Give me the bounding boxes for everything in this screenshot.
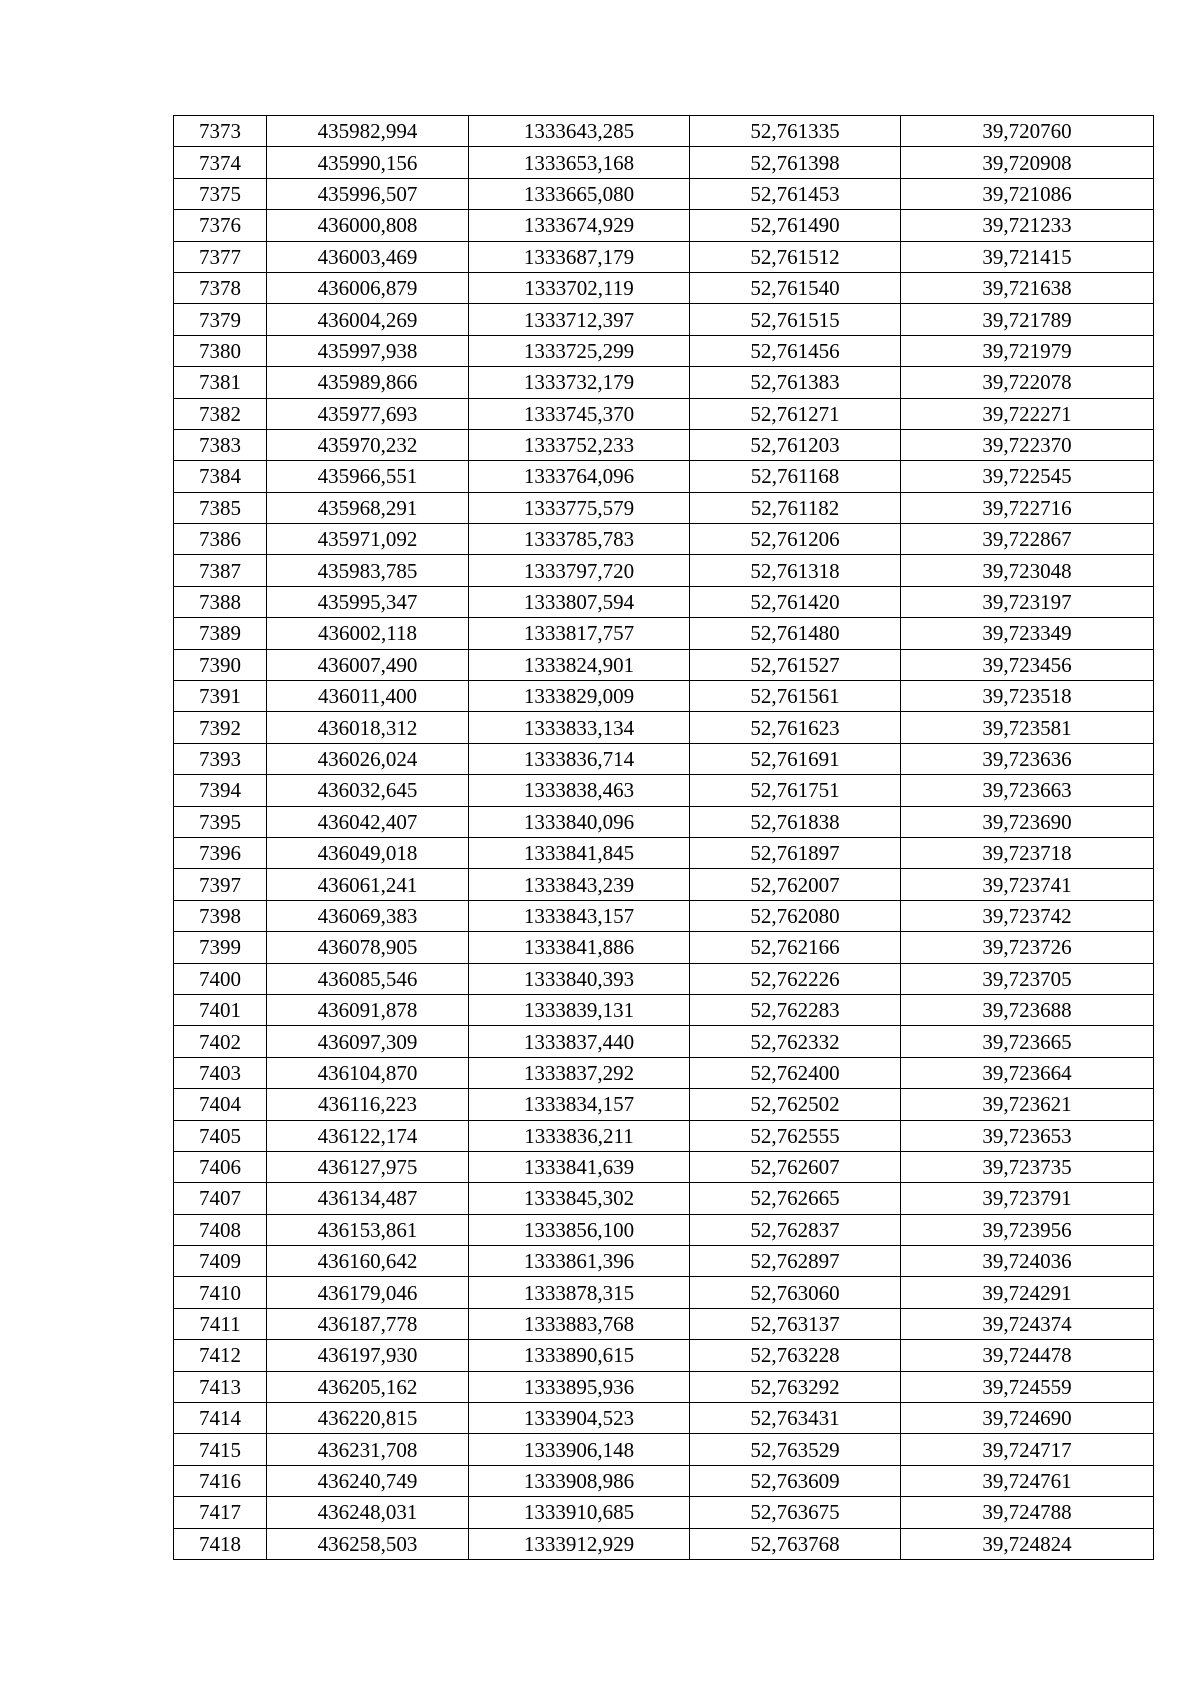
longitude-cell: 39,723741 xyxy=(901,869,1154,900)
table-row xyxy=(174,775,1154,806)
table-row xyxy=(174,1089,1154,1120)
x-coordinate-cell: 436153,861 xyxy=(267,1214,469,1245)
longitude-cell: 39,723581 xyxy=(901,712,1154,743)
point-number-cell: 7377 xyxy=(174,241,267,272)
table-row xyxy=(174,681,1154,712)
y-coordinate-cell: 1333702,119 xyxy=(469,272,690,303)
point-number-cell: 7406 xyxy=(174,1151,267,1182)
table-row xyxy=(174,837,1154,868)
y-coordinate-cell: 1333841,886 xyxy=(469,932,690,963)
point-number-cell: 7386 xyxy=(174,524,267,555)
y-coordinate-cell: 1333843,157 xyxy=(469,900,690,931)
y-coordinate-cell: 1333861,396 xyxy=(469,1246,690,1277)
y-coordinate-cell: 1333908,986 xyxy=(469,1465,690,1496)
y-coordinate-cell: 1333910,685 xyxy=(469,1497,690,1528)
table-row xyxy=(174,429,1154,460)
y-coordinate-cell: 1333687,179 xyxy=(469,241,690,272)
longitude-cell: 39,722078 xyxy=(901,367,1154,398)
latitude-cell: 52,763675 xyxy=(690,1497,901,1528)
y-coordinate-cell: 1333725,299 xyxy=(469,335,690,366)
table-row xyxy=(174,900,1154,931)
y-coordinate-cell: 1333797,720 xyxy=(469,555,690,586)
y-coordinate-cell: 1333807,594 xyxy=(469,586,690,617)
longitude-cell: 39,724478 xyxy=(901,1340,1154,1371)
x-coordinate-cell: 435970,232 xyxy=(267,429,469,460)
y-coordinate-cell: 1333817,757 xyxy=(469,618,690,649)
table-row xyxy=(174,1340,1154,1371)
table-row xyxy=(174,806,1154,837)
x-coordinate-cell: 436032,645 xyxy=(267,775,469,806)
x-coordinate-cell: 435968,291 xyxy=(267,492,469,523)
y-coordinate-cell: 1333775,579 xyxy=(469,492,690,523)
longitude-cell: 39,723735 xyxy=(901,1151,1154,1182)
point-number-cell: 7391 xyxy=(174,681,267,712)
x-coordinate-cell: 436197,930 xyxy=(267,1340,469,1371)
table-row xyxy=(174,994,1154,1025)
latitude-cell: 52,762080 xyxy=(690,900,901,931)
latitude-cell: 52,761456 xyxy=(690,335,901,366)
longitude-cell: 39,724717 xyxy=(901,1434,1154,1465)
y-coordinate-cell: 1333895,936 xyxy=(469,1371,690,1402)
latitude-cell: 52,761838 xyxy=(690,806,901,837)
table-row xyxy=(174,1120,1154,1151)
coordinates-table xyxy=(173,115,1154,1560)
latitude-cell: 52,762897 xyxy=(690,1246,901,1277)
latitude-cell: 52,763431 xyxy=(690,1403,901,1434)
y-coordinate-cell: 1333904,523 xyxy=(469,1403,690,1434)
y-coordinate-cell: 1333665,080 xyxy=(469,178,690,209)
latitude-cell: 52,761168 xyxy=(690,461,901,492)
table-row xyxy=(174,241,1154,272)
longitude-cell: 39,724788 xyxy=(901,1497,1154,1528)
x-coordinate-cell: 436179,046 xyxy=(267,1277,469,1308)
latitude-cell: 52,763137 xyxy=(690,1308,901,1339)
longitude-cell: 39,720908 xyxy=(901,147,1154,178)
table-row xyxy=(174,210,1154,241)
x-coordinate-cell: 436220,815 xyxy=(267,1403,469,1434)
longitude-cell: 39,723518 xyxy=(901,681,1154,712)
x-coordinate-cell: 435971,092 xyxy=(267,524,469,555)
table-row xyxy=(174,1434,1154,1465)
y-coordinate-cell: 1333833,134 xyxy=(469,712,690,743)
point-number-cell: 7412 xyxy=(174,1340,267,1371)
longitude-cell: 39,723688 xyxy=(901,994,1154,1025)
latitude-cell: 52,761318 xyxy=(690,555,901,586)
point-number-cell: 7379 xyxy=(174,304,267,335)
longitude-cell: 39,721233 xyxy=(901,210,1154,241)
table-row xyxy=(174,869,1154,900)
y-coordinate-cell: 1333712,397 xyxy=(469,304,690,335)
point-number-cell: 7397 xyxy=(174,869,267,900)
y-coordinate-cell: 1333838,463 xyxy=(469,775,690,806)
latitude-cell: 52,761271 xyxy=(690,398,901,429)
latitude-cell: 52,761527 xyxy=(690,649,901,680)
longitude-cell: 39,723349 xyxy=(901,618,1154,649)
latitude-cell: 52,762607 xyxy=(690,1151,901,1182)
point-number-cell: 7414 xyxy=(174,1403,267,1434)
latitude-cell: 52,761453 xyxy=(690,178,901,209)
point-number-cell: 7407 xyxy=(174,1183,267,1214)
table-row xyxy=(174,461,1154,492)
x-coordinate-cell: 436160,642 xyxy=(267,1246,469,1277)
longitude-cell: 39,721638 xyxy=(901,272,1154,303)
longitude-cell: 39,723663 xyxy=(901,775,1154,806)
y-coordinate-cell: 1333883,768 xyxy=(469,1308,690,1339)
latitude-cell: 52,763228 xyxy=(690,1340,901,1371)
longitude-cell: 39,723636 xyxy=(901,743,1154,774)
latitude-cell: 52,763609 xyxy=(690,1465,901,1496)
y-coordinate-cell: 1333837,440 xyxy=(469,1026,690,1057)
longitude-cell: 39,723197 xyxy=(901,586,1154,617)
y-coordinate-cell: 1333837,292 xyxy=(469,1057,690,1088)
point-number-cell: 7376 xyxy=(174,210,267,241)
longitude-cell: 39,724036 xyxy=(901,1246,1154,1277)
point-number-cell: 7384 xyxy=(174,461,267,492)
y-coordinate-cell: 1333906,148 xyxy=(469,1434,690,1465)
table-row xyxy=(174,649,1154,680)
x-coordinate-cell: 436205,162 xyxy=(267,1371,469,1402)
latitude-cell: 52,762400 xyxy=(690,1057,901,1088)
longitude-cell: 39,722271 xyxy=(901,398,1154,429)
longitude-cell: 39,722867 xyxy=(901,524,1154,555)
point-number-cell: 7383 xyxy=(174,429,267,460)
table-row xyxy=(174,492,1154,523)
point-number-cell: 7380 xyxy=(174,335,267,366)
point-number-cell: 7390 xyxy=(174,649,267,680)
latitude-cell: 52,761512 xyxy=(690,241,901,272)
longitude-cell: 39,722370 xyxy=(901,429,1154,460)
longitude-cell: 39,723791 xyxy=(901,1183,1154,1214)
y-coordinate-cell: 1333841,845 xyxy=(469,837,690,868)
longitude-cell: 39,723665 xyxy=(901,1026,1154,1057)
latitude-cell: 52,761335 xyxy=(690,116,901,147)
point-number-cell: 7394 xyxy=(174,775,267,806)
point-number-cell: 7403 xyxy=(174,1057,267,1088)
x-coordinate-cell: 436116,223 xyxy=(267,1089,469,1120)
point-number-cell: 7401 xyxy=(174,994,267,1025)
longitude-cell: 39,722716 xyxy=(901,492,1154,523)
x-coordinate-cell: 436018,312 xyxy=(267,712,469,743)
point-number-cell: 7408 xyxy=(174,1214,267,1245)
latitude-cell: 52,761383 xyxy=(690,367,901,398)
longitude-cell: 39,724374 xyxy=(901,1308,1154,1339)
x-coordinate-cell: 436122,174 xyxy=(267,1120,469,1151)
latitude-cell: 52,761420 xyxy=(690,586,901,617)
x-coordinate-cell: 435989,866 xyxy=(267,367,469,398)
latitude-cell: 52,761398 xyxy=(690,147,901,178)
point-number-cell: 7375 xyxy=(174,178,267,209)
y-coordinate-cell: 1333836,211 xyxy=(469,1120,690,1151)
point-number-cell: 7402 xyxy=(174,1026,267,1057)
x-coordinate-cell: 436085,546 xyxy=(267,963,469,994)
latitude-cell: 52,761182 xyxy=(690,492,901,523)
latitude-cell: 52,761751 xyxy=(690,775,901,806)
table-row xyxy=(174,524,1154,555)
x-coordinate-cell: 436004,269 xyxy=(267,304,469,335)
latitude-cell: 52,762555 xyxy=(690,1120,901,1151)
y-coordinate-cell: 1333653,168 xyxy=(469,147,690,178)
table-row xyxy=(174,1277,1154,1308)
x-coordinate-cell: 436069,383 xyxy=(267,900,469,931)
point-number-cell: 7404 xyxy=(174,1089,267,1120)
point-number-cell: 7393 xyxy=(174,743,267,774)
y-coordinate-cell: 1333878,315 xyxy=(469,1277,690,1308)
x-coordinate-cell: 436049,018 xyxy=(267,837,469,868)
table-row xyxy=(174,743,1154,774)
x-coordinate-cell: 436097,309 xyxy=(267,1026,469,1057)
latitude-cell: 52,761897 xyxy=(690,837,901,868)
x-coordinate-cell: 436011,400 xyxy=(267,681,469,712)
x-coordinate-cell: 436078,905 xyxy=(267,932,469,963)
latitude-cell: 52,761480 xyxy=(690,618,901,649)
longitude-cell: 39,721979 xyxy=(901,335,1154,366)
table-row xyxy=(174,1528,1154,1559)
x-coordinate-cell: 435995,347 xyxy=(267,586,469,617)
y-coordinate-cell: 1333674,929 xyxy=(469,210,690,241)
y-coordinate-cell: 1333856,100 xyxy=(469,1214,690,1245)
coordinates-table-body xyxy=(174,116,1154,1560)
y-coordinate-cell: 1333843,239 xyxy=(469,869,690,900)
table-row xyxy=(174,1214,1154,1245)
longitude-cell: 39,723956 xyxy=(901,1214,1154,1245)
point-number-cell: 7418 xyxy=(174,1528,267,1559)
longitude-cell: 39,723705 xyxy=(901,963,1154,994)
point-number-cell: 7409 xyxy=(174,1246,267,1277)
longitude-cell: 39,723653 xyxy=(901,1120,1154,1151)
latitude-cell: 52,761623 xyxy=(690,712,901,743)
table-row xyxy=(174,586,1154,617)
y-coordinate-cell: 1333839,131 xyxy=(469,994,690,1025)
x-coordinate-cell: 436248,031 xyxy=(267,1497,469,1528)
x-coordinate-cell: 435983,785 xyxy=(267,555,469,586)
latitude-cell: 52,762166 xyxy=(690,932,901,963)
x-coordinate-cell: 436187,778 xyxy=(267,1308,469,1339)
point-number-cell: 7381 xyxy=(174,367,267,398)
x-coordinate-cell: 435996,507 xyxy=(267,178,469,209)
table-row xyxy=(174,116,1154,147)
y-coordinate-cell: 1333829,009 xyxy=(469,681,690,712)
table-row xyxy=(174,1183,1154,1214)
y-coordinate-cell: 1333785,783 xyxy=(469,524,690,555)
table-row xyxy=(174,1465,1154,1496)
table-row xyxy=(174,335,1154,366)
y-coordinate-cell: 1333732,179 xyxy=(469,367,690,398)
longitude-cell: 39,723456 xyxy=(901,649,1154,680)
point-number-cell: 7388 xyxy=(174,586,267,617)
point-number-cell: 7398 xyxy=(174,900,267,931)
point-number-cell: 7392 xyxy=(174,712,267,743)
y-coordinate-cell: 1333834,157 xyxy=(469,1089,690,1120)
latitude-cell: 52,763768 xyxy=(690,1528,901,1559)
table-row xyxy=(174,618,1154,649)
table-row xyxy=(174,1308,1154,1339)
latitude-cell: 52,763529 xyxy=(690,1434,901,1465)
point-number-cell: 7387 xyxy=(174,555,267,586)
point-number-cell: 7395 xyxy=(174,806,267,837)
longitude-cell: 39,724291 xyxy=(901,1277,1154,1308)
y-coordinate-cell: 1333840,393 xyxy=(469,963,690,994)
y-coordinate-cell: 1333845,302 xyxy=(469,1183,690,1214)
point-number-cell: 7410 xyxy=(174,1277,267,1308)
latitude-cell: 52,761691 xyxy=(690,743,901,774)
longitude-cell: 39,724761 xyxy=(901,1465,1154,1496)
latitude-cell: 52,762007 xyxy=(690,869,901,900)
point-number-cell: 7411 xyxy=(174,1308,267,1339)
table-row xyxy=(174,1057,1154,1088)
x-coordinate-cell: 436127,975 xyxy=(267,1151,469,1182)
latitude-cell: 52,761561 xyxy=(690,681,901,712)
longitude-cell: 39,723048 xyxy=(901,555,1154,586)
y-coordinate-cell: 1333643,285 xyxy=(469,116,690,147)
table-row xyxy=(174,1497,1154,1528)
latitude-cell: 52,763060 xyxy=(690,1277,901,1308)
y-coordinate-cell: 1333824,901 xyxy=(469,649,690,680)
y-coordinate-cell: 1333840,096 xyxy=(469,806,690,837)
point-number-cell: 7417 xyxy=(174,1497,267,1528)
x-coordinate-cell: 436026,024 xyxy=(267,743,469,774)
latitude-cell: 52,762283 xyxy=(690,994,901,1025)
latitude-cell: 52,762665 xyxy=(690,1183,901,1214)
table-row xyxy=(174,367,1154,398)
table-row xyxy=(174,932,1154,963)
point-number-cell: 7373 xyxy=(174,116,267,147)
table-row xyxy=(174,963,1154,994)
y-coordinate-cell: 1333836,714 xyxy=(469,743,690,774)
longitude-cell: 39,723726 xyxy=(901,932,1154,963)
table-row xyxy=(174,1246,1154,1277)
latitude-cell: 52,762226 xyxy=(690,963,901,994)
latitude-cell: 52,763292 xyxy=(690,1371,901,1402)
x-coordinate-cell: 436006,879 xyxy=(267,272,469,303)
longitude-cell: 39,723718 xyxy=(901,837,1154,868)
y-coordinate-cell: 1333890,615 xyxy=(469,1340,690,1371)
table-row xyxy=(174,712,1154,743)
longitude-cell: 39,722545 xyxy=(901,461,1154,492)
table-row xyxy=(174,272,1154,303)
longitude-cell: 39,724824 xyxy=(901,1528,1154,1559)
table-row xyxy=(174,555,1154,586)
x-coordinate-cell: 435997,938 xyxy=(267,335,469,366)
y-coordinate-cell: 1333745,370 xyxy=(469,398,690,429)
y-coordinate-cell: 1333912,929 xyxy=(469,1528,690,1559)
latitude-cell: 52,761515 xyxy=(690,304,901,335)
latitude-cell: 52,762502 xyxy=(690,1089,901,1120)
longitude-cell: 39,721086 xyxy=(901,178,1154,209)
x-coordinate-cell: 436231,708 xyxy=(267,1434,469,1465)
longitude-cell: 39,724690 xyxy=(901,1403,1154,1434)
latitude-cell: 52,762332 xyxy=(690,1026,901,1057)
x-coordinate-cell: 435966,551 xyxy=(267,461,469,492)
point-number-cell: 7385 xyxy=(174,492,267,523)
table-row xyxy=(174,147,1154,178)
latitude-cell: 52,762837 xyxy=(690,1214,901,1245)
x-coordinate-cell: 435982,994 xyxy=(267,116,469,147)
longitude-cell: 39,723664 xyxy=(901,1057,1154,1088)
longitude-cell: 39,723742 xyxy=(901,900,1154,931)
longitude-cell: 39,721415 xyxy=(901,241,1154,272)
point-number-cell: 7400 xyxy=(174,963,267,994)
point-number-cell: 7399 xyxy=(174,932,267,963)
point-number-cell: 7416 xyxy=(174,1465,267,1496)
point-number-cell: 7374 xyxy=(174,147,267,178)
point-number-cell: 7378 xyxy=(174,272,267,303)
latitude-cell: 52,761490 xyxy=(690,210,901,241)
longitude-cell: 39,723621 xyxy=(901,1089,1154,1120)
y-coordinate-cell: 1333841,639 xyxy=(469,1151,690,1182)
x-coordinate-cell: 436258,503 xyxy=(267,1528,469,1559)
point-number-cell: 7405 xyxy=(174,1120,267,1151)
x-coordinate-cell: 436002,118 xyxy=(267,618,469,649)
x-coordinate-cell: 436003,469 xyxy=(267,241,469,272)
latitude-cell: 52,761203 xyxy=(690,429,901,460)
point-number-cell: 7413 xyxy=(174,1371,267,1402)
x-coordinate-cell: 436007,490 xyxy=(267,649,469,680)
latitude-cell: 52,761540 xyxy=(690,272,901,303)
x-coordinate-cell: 436000,808 xyxy=(267,210,469,241)
point-number-cell: 7396 xyxy=(174,837,267,868)
point-number-cell: 7389 xyxy=(174,618,267,649)
table-row xyxy=(174,1403,1154,1434)
y-coordinate-cell: 1333752,233 xyxy=(469,429,690,460)
table-row xyxy=(174,1026,1154,1057)
table-row xyxy=(174,304,1154,335)
x-coordinate-cell: 436091,878 xyxy=(267,994,469,1025)
longitude-cell: 39,720760 xyxy=(901,116,1154,147)
x-coordinate-cell: 436104,870 xyxy=(267,1057,469,1088)
x-coordinate-cell: 436061,241 xyxy=(267,869,469,900)
longitude-cell: 39,724559 xyxy=(901,1371,1154,1402)
table-row xyxy=(174,1371,1154,1402)
point-number-cell: 7382 xyxy=(174,398,267,429)
table-row xyxy=(174,178,1154,209)
x-coordinate-cell: 436134,487 xyxy=(267,1183,469,1214)
x-coordinate-cell: 436042,407 xyxy=(267,806,469,837)
longitude-cell: 39,723690 xyxy=(901,806,1154,837)
point-number-cell: 7415 xyxy=(174,1434,267,1465)
table-row xyxy=(174,1151,1154,1182)
latitude-cell: 52,761206 xyxy=(690,524,901,555)
x-coordinate-cell: 435977,693 xyxy=(267,398,469,429)
y-coordinate-cell: 1333764,096 xyxy=(469,461,690,492)
table-row xyxy=(174,398,1154,429)
x-coordinate-cell: 435990,156 xyxy=(267,147,469,178)
longitude-cell: 39,721789 xyxy=(901,304,1154,335)
x-coordinate-cell: 436240,749 xyxy=(267,1465,469,1496)
